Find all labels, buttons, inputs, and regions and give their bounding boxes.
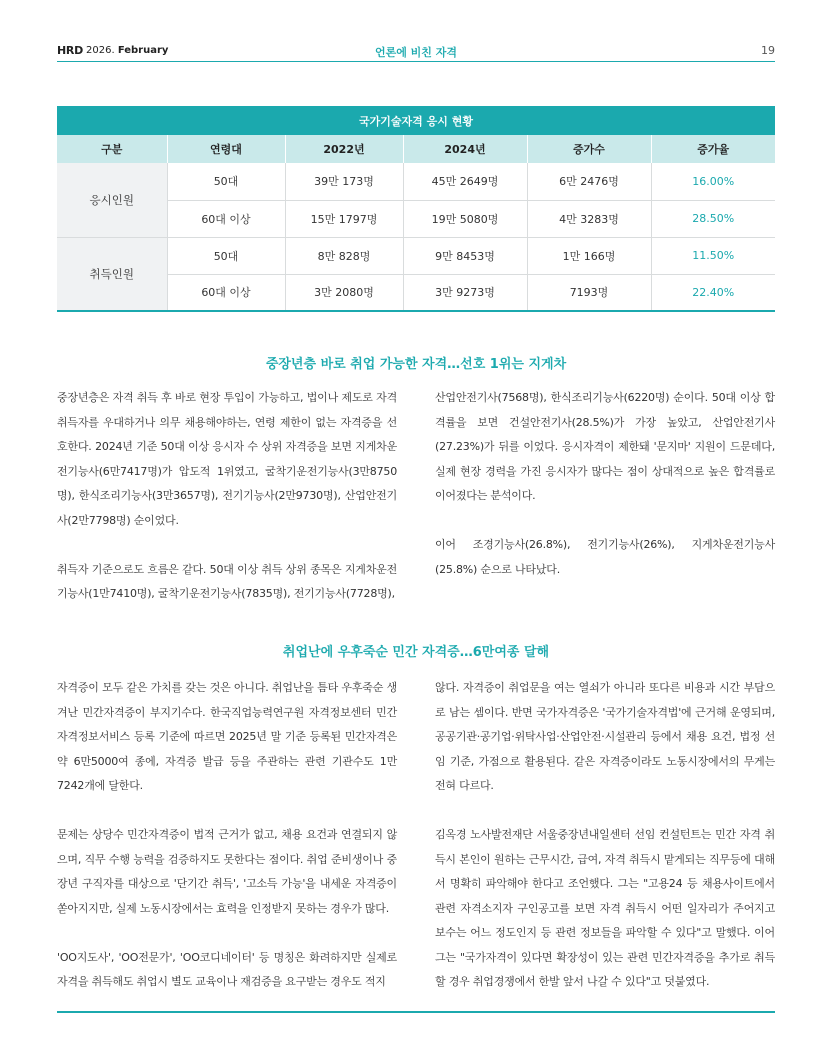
section-title: 언론에 비친 자격 (374, 46, 458, 59)
column-header: 구분 (57, 135, 167, 163)
table-cell: 3만 9273명 (403, 274, 527, 311)
table-cell: 4만 3283명 (527, 200, 651, 237)
table-cell: 45만 2649명 (403, 163, 527, 200)
paragraph: 않다. 자격증이 취업문을 여는 열쇠가 아니라 또다른 비용과 시간 부담으로 남는 셈이다. 반면 국가자격증은 '국가기술자격법'에 근거해 운영되며, 공공기관·공기업·위탁사업·산업안전·시설관리 등에서 채용 요건, 법정 선임 기준, 가점으로 활용된다. 같은 자격증이라도 노동시장에서의 무게는 전혀 다르다. (435, 681, 775, 792)
table-title: 국가기술자격 응시 현황 (57, 106, 775, 135)
rate-cell: 11.50% (651, 237, 775, 274)
table-row (57, 237, 775, 274)
table-cell: 60대 이상 (167, 200, 285, 237)
article1-left-column (57, 386, 397, 607)
rate-cell: 16.00% (651, 163, 775, 200)
column-header: 연령대 (167, 135, 285, 163)
group-label: 취득인원 (57, 237, 167, 311)
column-header: 증가수 (527, 135, 651, 163)
page-header (57, 42, 775, 62)
paragraph: 이어 조경기능사(26.8%), 전기기능사(26%), 지게차운전기능사(25.8%) 순으로 나타났다. (435, 538, 775, 576)
table-cell: 7193명 (527, 274, 651, 311)
article1-right-column (435, 386, 775, 582)
paragraph: 중장년층은 자격 취득 후 바로 현장 투입이 가능하고, 법이나 제도로 자격 취득자를 우대하거나 의무 채용해야하는, 연령 제한이 없는 자격증을 선호한다. 2024년 기준 50대 이상 응시자 수 상위 자격증을 보면 지게차운전기능사(6만7417명)가 압도적 1위였고, 굴착기운전기능사(3만8750명), 한식조리기능사(3만3657명), 전기기능사(2만9730명), 산업안전기사(2만7798명) 순이었다. (57, 391, 397, 527)
table-cell: 3만 2080명 (285, 274, 403, 311)
table-cell: 9만 8453명 (403, 237, 527, 274)
column-header: 2022년 (285, 135, 403, 163)
table-cell: 19만 5080명 (403, 200, 527, 237)
table-cell: 39만 173명 (285, 163, 403, 200)
paragraph: 취득자 기준으로도 흐름은 같다. 50대 이상 취득 상위 종목은 지게차운전기능사(1만7410명), 굴착기운전기능사(7835명), 전기기능사(7728명), (57, 562, 397, 600)
header-divider (57, 61, 775, 62)
article2-left-column (57, 676, 397, 995)
table-cell: 15만 1797명 (285, 200, 403, 237)
table-cell: 8만 828명 (285, 237, 403, 274)
paragraph: 자격증이 모두 같은 가치를 갖는 것은 아니다. 취업난을 틈타 우후죽순 생겨난 민간자격증이 부지기수다. 한국직업능력연구원 자격정보센터 민간자격정보서비스 등록 기준에 따르면 2025년 말 기준 등록된 민간자격은 약 6만5000여 종에, 자격증 발급 등을 주관하는 관련 기관수도 1만7242개에 달한다. (57, 681, 397, 792)
paragraph: 문제는 상당수 민간자격증이 법적 근거가 없고, 채용 요건과 연결되지 않으며, 직무 수행 능력을 검증하지도 못한다는 점이다. 취업 준비생이나 중장년 구직자를 대상으로 '단기간 취득', '고소득 가능'을 내세운 자격증이 쏟아지지만, 실제 노동시장에서는 효력을 인정받지 못하는 경우가 많다. (57, 828, 397, 915)
issue-month: February (117, 45, 169, 56)
page-number: 19 (761, 44, 775, 57)
paragraph: 'OO지도사', 'OO전문가', 'OO코디네이터' 등 명칭은 화려하지만 실제로 자격을 취득해도 취업시 별도 교육이나 재검증을 요구받는 경우도 적지 (57, 950, 397, 988)
footer-divider (57, 1011, 775, 1013)
rate-cell: 28.50% (651, 200, 775, 237)
group-label: 응시인원 (57, 163, 167, 237)
table-cell: 50대 (167, 163, 285, 200)
table-cell: 50대 (167, 237, 285, 274)
article2-right-column (435, 676, 775, 995)
column-header: 2024년 (403, 135, 527, 163)
rate-cell: 22.40% (651, 274, 775, 311)
article2-heading: 취업난에 우후죽순 민간 자격증…6만여종 달해 (282, 645, 550, 660)
table-cell: 60대 이상 (167, 274, 285, 311)
hrd-logo: HRD (57, 44, 83, 57)
article1-heading: 중장년층 바로 취업 가능한 자격…선호 1위는 지게차 (265, 357, 567, 372)
issue-year: 2026. (86, 45, 118, 56)
table-row (57, 163, 775, 200)
table-cell: 6만 2476명 (527, 163, 651, 200)
column-header: 증가율 (651, 135, 775, 163)
stats-table (57, 106, 775, 312)
paragraph: 산업안전기사(7568명), 한식조리기능사(6220명) 순이다. 50대 이상 합격률을 보면 건설안전기사(28.5%)가 가장 높았고, 산업안전기사(27.23%)가 뒤를 이었다. 응시자격이 제한돼 '문지마' 지원이 드문데다, 실제 현장 경력을 가진 응시자가 많다는 점이 상대적으로 높은 합격률로 이어졌다는 분석이다. (435, 391, 775, 502)
paragraph: 김옥경 노사발전재단 서울중장년내일센터 선임 컨설턴트는 민간 자격 취득시 본인이 원하는 근무시간, 급여, 자격 취득시 맡게되는 직무등에 대해서 명확히 파악해야 한다고 조언했다. 그는 "고용24 등 채용사이트에서 관련 자격소지자 구인공고를 보면 자격 취득시 어떤 일자리가 주어지고 보수는 어느 정도인지 등 관련 정보들을 파악할 수 있다"고 말했다. 이어 그는 "국가자격이 있다면 확장성이 있는 관련 민간자격증을 추가로 취득할 경우 취업경쟁에서 한발 앞서 나갈 수 있다"고 덧붙였다. (435, 828, 775, 988)
table-cell: 1만 166명 (527, 237, 651, 274)
